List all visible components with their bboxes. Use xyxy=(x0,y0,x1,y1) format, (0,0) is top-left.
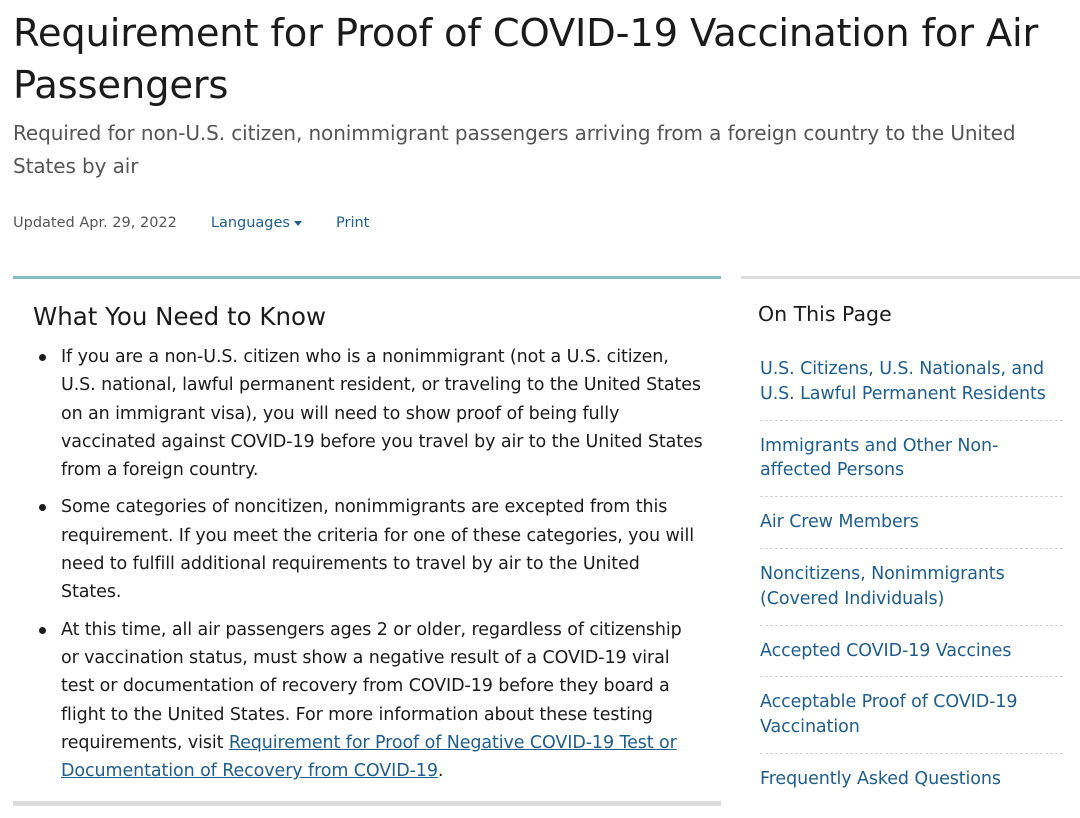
list-item xyxy=(33,616,703,786)
caret-down-icon xyxy=(294,221,302,226)
toc-item xyxy=(760,357,1063,421)
negative-test-requirement-link[interactable]: Requirement for Proof of Negative COVID-19 Test or Documentation of Recovery from COVID-19 xyxy=(61,732,677,782)
toc-link-immigrants[interactable]: Immigrants and Other Non-affected Persons xyxy=(760,435,999,481)
bullet-icon xyxy=(39,504,46,511)
key-points-list xyxy=(33,343,703,794)
toc-item xyxy=(760,434,1063,498)
page-subtitle: Required for non-U.S. citizen, nonimmigrant passengers arriving from a foreign country to the United States by air xyxy=(13,121,1016,178)
list-item xyxy=(33,493,703,606)
toc-item xyxy=(760,690,1063,754)
bullet-period: . xyxy=(437,761,444,782)
sidebar-title: On This Page xyxy=(758,302,892,326)
toc-item xyxy=(760,639,1063,678)
toc-link-noncitizens[interactable]: Noncitizens, Nonimmigrants (Covered Individuals) xyxy=(760,563,1005,609)
toc-link-air-crew[interactable]: Air Crew Members xyxy=(760,512,919,533)
toc-link-us-citizens[interactable]: U.S. Citizens, U.S. Nationals, and U.S. Lawful Permanent Residents xyxy=(760,359,1046,404)
section-title: What You Need to Know xyxy=(33,302,326,331)
toc-item xyxy=(760,510,1063,549)
page-title: Requirement for Proof of COVID-19 Vaccination for Air Passengers xyxy=(13,11,1039,108)
what-you-need-to-know-card xyxy=(13,276,721,816)
languages-dropdown[interactable] xyxy=(211,212,302,234)
toc-link-accepted-vaccines[interactable]: Accepted COVID-19 Vaccines xyxy=(760,640,1012,661)
bullet-icon xyxy=(39,627,46,634)
bullet-icon xyxy=(39,354,46,361)
toc-list xyxy=(760,357,1063,818)
bullet-text: At this time, all air passengers ages 2 or older, regardless of citizenship or vaccination status, must show a negative result of a COVID-19 viral test or documentation of recovery from COVID-19 before they board a flight to the United States. For more information about these testing requirements, visit xyxy=(61,619,682,753)
bullet-text: If you are a non-U.S. citizen who is a nonimmigrant (not a U.S. citizen, U.S. national, lawful permanent resident, or traveling to the United States on an immigrant visa), you will need to show proof of being fully vaccinated against COVID-19 before you travel by air to the United States from a foreign country. xyxy=(61,347,703,481)
bullet-text: Some categories of noncitizen, nonimmigrants are excepted from this requirement. If you meet the criteria for one of these categories, you will need to fulfill additional requirements to travel by air to the United States. xyxy=(61,497,694,603)
page-meta-bar xyxy=(13,212,369,234)
updated-date: Updated Apr. 29, 2022 xyxy=(13,215,177,231)
list-item xyxy=(33,343,703,484)
toc-link-proof-of-vaccination[interactable]: Acceptable Proof of COVID-19 Vaccination xyxy=(760,692,1018,738)
toc-item xyxy=(760,562,1063,626)
toc-item xyxy=(760,767,1063,805)
on-this-page-sidebar xyxy=(741,276,1080,816)
toc-link-faq[interactable]: Frequently Asked Questions xyxy=(760,768,1001,789)
languages-label: Languages xyxy=(210,215,290,231)
print-link[interactable]: Print xyxy=(336,215,370,231)
